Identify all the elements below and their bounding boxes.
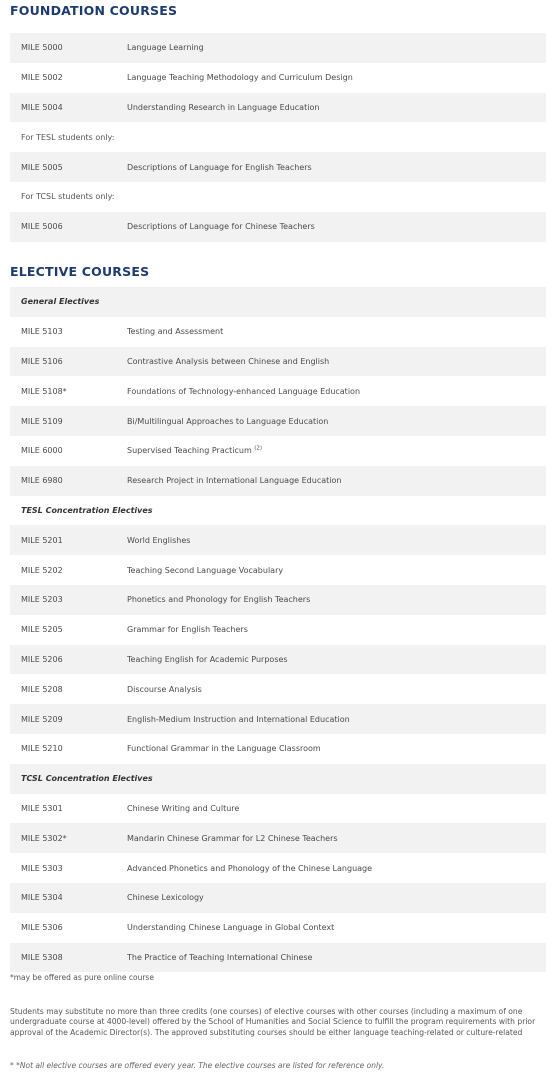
course-title-text: Understanding Research in Language Education [127, 102, 320, 112]
course-title [127, 953, 546, 962]
course-title [127, 357, 546, 366]
course-row [10, 853, 546, 883]
course-title-text: Discourse Analysis [127, 684, 202, 694]
course-row [10, 645, 546, 675]
offered-footnote: * *Not all elective courses are offered every year. The elective courses are listed for reference only. [10, 1061, 385, 1070]
course-code: MILE 5210 [21, 744, 63, 754]
course-title [127, 923, 546, 932]
course-code: MILE 5206 [21, 654, 63, 664]
course-title [127, 625, 546, 634]
course-row [10, 33, 546, 63]
course-code: MILE 5205 [21, 625, 63, 635]
course-code: MILE 5209 [21, 714, 63, 724]
note-row [10, 182, 546, 212]
course-title-text: Understanding Chinese Language in Global Context [127, 923, 335, 933]
course-row [10, 585, 546, 615]
note-label: For TCSL students only: [21, 192, 115, 202]
course-row [10, 406, 546, 436]
group-header-row [10, 287, 546, 317]
course-row [10, 436, 546, 466]
group-label: TCSL Concentration Electives [21, 774, 153, 784]
course-title [127, 446, 546, 455]
course-title-text: Research Project in International Language Education [127, 476, 342, 486]
course-code: MILE 5306 [21, 923, 63, 933]
course-title-text: Chinese Writing and Culture [127, 803, 240, 813]
course-code: MILE 5103 [21, 327, 63, 337]
course-title-text: Descriptions of Language for Chinese Teachers [127, 222, 315, 232]
course-row [10, 704, 546, 734]
course-title-text: Phonetics and Phonology for English Teachers [127, 595, 311, 605]
course-row [10, 883, 546, 913]
course-title [127, 744, 546, 753]
course-row [10, 93, 546, 123]
foundation-table [10, 33, 546, 242]
course-row [10, 823, 546, 853]
course-code: MILE 5302* [21, 833, 67, 843]
course-code: MILE 5004 [21, 102, 63, 112]
course-title-text: Bi/Multilingual Approaches to Language Education [127, 416, 329, 426]
course-code: MILE 5202 [21, 565, 63, 575]
course-code: MILE 5106 [21, 356, 63, 366]
course-row [10, 466, 546, 496]
course-title [127, 595, 546, 604]
note-label: For TESL students only: [21, 132, 115, 142]
course-title [127, 163, 546, 172]
course-title-text: World Englishes [127, 535, 191, 545]
course-row [10, 615, 546, 645]
course-code: MILE 5005 [21, 162, 63, 172]
online-footnote: *may be offered as pure online course [10, 973, 154, 982]
course-title-text: Descriptions of Language for English Teachers [127, 162, 312, 172]
foundation-heading: FOUNDATION COURSES [10, 3, 178, 18]
course-title [127, 103, 546, 112]
course-row [10, 674, 546, 704]
course-title [127, 222, 546, 231]
course-code: MILE 5108* [21, 386, 67, 396]
course-title [127, 685, 546, 694]
course-code: MILE 5304 [21, 893, 63, 903]
course-row [10, 63, 546, 93]
course-title [127, 536, 546, 545]
course-title [127, 417, 546, 426]
course-title-text: Mandarin Chinese Grammar for L2 Chinese Teachers [127, 833, 338, 843]
course-title [127, 566, 546, 575]
course-row [10, 794, 546, 824]
course-title [127, 73, 546, 82]
course-code: MILE 5303 [21, 863, 63, 873]
course-title [127, 43, 546, 52]
course-row [10, 212, 546, 242]
course-title-text: Language Teaching Methodology and Curriculum Design [127, 73, 353, 83]
course-title [127, 387, 546, 396]
elective-table [10, 287, 546, 972]
group-label: General Electives [21, 297, 100, 307]
course-title-text: Supervised Teaching Practicum [127, 446, 252, 456]
substitution-paragraph: Students may substitute no more than three credits (one courses) of elective courses with other courses (including a maximum of one undergraduate course at 4000-level) offered by the School of Humanities and Social Science to fulfill the program requirements with prior approval of the Academic Director(s). The approved substituting courses should be either language teaching-related or culture-related [10, 1007, 536, 1037]
elective-heading: ELECTIVE COURSES [10, 264, 150, 279]
course-code: MILE 6980 [21, 476, 63, 486]
group-label: TESL Concentration Electives [21, 505, 153, 515]
course-code: MILE 5109 [21, 416, 63, 426]
course-title-text: Teaching English for Academic Purposes [127, 654, 288, 664]
course-title-text: Contrastive Analysis between Chinese and English [127, 356, 330, 366]
course-title-text: Advanced Phonetics and Phonology of the Chinese Language [127, 863, 373, 873]
group-header-row [10, 764, 546, 794]
course-title [127, 655, 546, 664]
course-code: MILE 5201 [21, 535, 63, 545]
course-title [127, 893, 546, 902]
course-code: MILE 5000 [21, 43, 63, 53]
course-row [10, 376, 546, 406]
course-row [10, 913, 546, 943]
note-row [10, 122, 546, 152]
course-code: MILE 5301 [21, 803, 63, 813]
course-row [10, 152, 546, 182]
course-code: MILE 5002 [21, 73, 63, 83]
course-title [127, 834, 546, 843]
course-row [10, 943, 546, 973]
course-title-text: The Practice of Teaching International Chinese [127, 952, 313, 962]
course-footnote-mark: (2) [254, 445, 263, 452]
course-code: MILE 6000 [21, 446, 63, 456]
course-code: MILE 5203 [21, 595, 63, 605]
course-code: MILE 5308 [21, 952, 63, 962]
course-title [127, 715, 546, 724]
course-row [10, 555, 546, 585]
course-row [10, 734, 546, 764]
course-title-text: Testing and Assessment [127, 327, 224, 337]
course-row [10, 525, 546, 555]
course-title-text: English-Medium Instruction and International Education [127, 714, 350, 724]
course-title-text: Foundations of Technology-enhanced Language Education [127, 386, 361, 396]
course-row [10, 317, 546, 347]
course-code: MILE 5208 [21, 684, 63, 694]
course-title-text: Functional Grammar in the Language Classroom [127, 744, 321, 754]
group-header-row [10, 496, 546, 526]
course-code: MILE 5006 [21, 222, 63, 232]
course-title [127, 864, 546, 873]
course-title-text: Teaching Second Language Vocabulary [127, 565, 284, 575]
course-title-text: Chinese Lexicology [127, 893, 204, 903]
course-title [127, 804, 546, 813]
course-title [127, 476, 546, 485]
course-title-text: Grammar for English Teachers [127, 625, 248, 635]
course-title-text: Language Learning [127, 43, 204, 53]
course-title [127, 327, 546, 336]
course-row [10, 347, 546, 377]
